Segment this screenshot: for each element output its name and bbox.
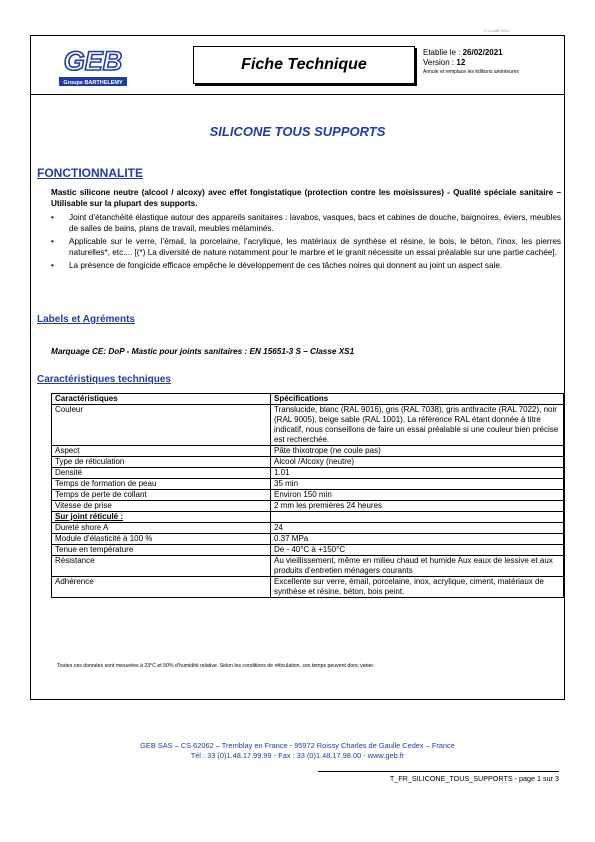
labels-heading: Labels et Agréments	[37, 314, 135, 325]
document-meta	[423, 48, 519, 77]
table-row	[52, 405, 564, 446]
version-label: Version :	[423, 58, 455, 67]
footer-address: GEB SAS – CS 62062 – Tremblay en France - 95972 Roissy Charles de Gaulle Cedex – France	[140, 741, 455, 750]
list-item: • La présence de fongicide efficace empêche le développement de ces tâches noires qui donnent au joint un aspect sale.	[51, 260, 561, 271]
product-title: SILICONE TOUS SUPPORTS	[209, 124, 386, 139]
cell-label: Adhérence	[52, 577, 271, 598]
cell-label: Résistance	[52, 556, 271, 577]
page-reference: T_FR_SILICONE_TOUS_SUPPORTS - page 1 sur 3	[389, 774, 559, 783]
table-row	[52, 479, 564, 490]
supersedes-note: Annule et remplace les éditions antérieures	[423, 69, 519, 75]
cell-label: Densité	[52, 468, 271, 479]
table-row	[52, 577, 564, 598]
table-row	[52, 468, 564, 479]
cell-value: Alcool /Alcoxy (neutre)	[271, 457, 564, 468]
cell-value: 2 mm les premières 24 heures	[271, 501, 564, 512]
doc-type-title: Fiche Technique	[193, 46, 415, 84]
cell-value: 35 min	[271, 479, 564, 490]
table-row	[52, 501, 564, 512]
table-row	[52, 556, 564, 577]
table-row	[52, 490, 564, 501]
cell-label: Dureté shore A	[52, 523, 271, 534]
measurement-note: Toutes ces données sont mesurées à 23°C et 50% d’humidité relative. Selon les conditions de réticulation, ces temps peuvent donc varier.	[57, 663, 375, 669]
ce-marking: Marquage CE: DoP - Mastic pour joints sanitaires : EN 15651-3 S – Classe XS1	[51, 347, 355, 356]
cell-label: Vitesse de prise	[52, 501, 271, 512]
list-item: • Joint d’étanchéité élastique autour des appareils sanitaires : lavabos, vasques, bacs et cabines de douche, baignoires, éviers, meubles de salles de bains, plans de travail, meubles mélaminés.	[51, 212, 561, 234]
logo-subtitle: Groupe BARTHELEMY	[63, 80, 123, 86]
cell-value: Au vieillissement, même en milieu chaud et humide Aux eaux de lessive et aux produits d’entretien ménagers courants	[271, 556, 564, 577]
characteristics-heading: Caractéristiques techniques	[37, 374, 171, 385]
company-footer	[0, 741, 595, 761]
logo-brand: GEB	[63, 46, 123, 76]
table-row	[52, 534, 564, 545]
table-header-row	[52, 394, 564, 405]
table-row	[52, 446, 564, 457]
cell-value: 0.37 MPa	[271, 534, 564, 545]
cell-value: De - 40°C à +150°C	[271, 545, 564, 556]
cell-value: 1.01	[271, 468, 564, 479]
cell-value: Pâte thixotrope (ne coule pas)	[271, 446, 564, 457]
section-label: Sur joint réticulé :	[52, 512, 271, 523]
cell-label: Tenue en température	[52, 545, 271, 556]
copyright-note: © Loctite 2021	[484, 28, 510, 33]
functionality-heading: FONCTIONNALITE	[37, 166, 143, 180]
page-frame	[30, 35, 565, 700]
specs-table	[51, 393, 564, 598]
cell-label: Type de réticulation	[52, 457, 271, 468]
footer-contact: Tél : 33 (0)1.48.17.99.99 - Fax : 33 (0)1.48.17.98.00 - www.geb.fr	[190, 751, 405, 760]
table-section-row	[52, 512, 564, 523]
cell-value: 24	[271, 523, 564, 534]
cell-value: Environ 150 min	[271, 490, 564, 501]
col-header-specification: Spécifications	[271, 394, 564, 405]
cell-label: Temps de formation de peau	[52, 479, 271, 490]
established-date: 26/02/2021	[462, 48, 503, 57]
cell-label: Aspect	[52, 446, 271, 457]
established-label: Etablie le :	[423, 48, 461, 57]
col-header-characteristic: Caractéristiques	[52, 394, 271, 405]
footer-divider	[318, 771, 559, 772]
cell-label: Temps de perte de collant	[52, 490, 271, 501]
table-row	[52, 545, 564, 556]
cell-value: Excellente sur verre, émail, porcelaine, inox, acrylique, ciment, matériaux de synthèse et résine, béton, bois peint.	[271, 577, 564, 598]
table-row	[52, 457, 564, 468]
header-divider	[31, 94, 564, 95]
cell-label: Module d’élasticité à 100 %	[52, 534, 271, 545]
table-row	[52, 523, 564, 534]
list-item: • Applicable sur le verre, l’émail, la porcelaine, l’acrylique, les matériaux de synthèse et résine, le bois, le béton, l’inox, les pierres naturelles*, etc.... [(*) La diversité de nature notamment pour le marbre et le granit nécessite un essai préalable sur une partie cachée].	[51, 236, 561, 258]
geb-logo	[57, 40, 129, 88]
functionality-intro: Mastic silicone neutre (alcool / alcoxy) avec effet fongistatique (protection contre les moisissures) - Qualité spéciale sanitaire – Utilisable sur la plupart des supports.	[51, 188, 561, 208]
version-number: 12	[456, 58, 466, 67]
cell-value: Translucide, blanc (RAL 9016), gris (RAL 7038), gris anthracite (RAL 7022), noir (RAL 9005), beige sable (RAL 1001). La référence RAL étant donnée à titre indicatif, nous conseillons de faire un essai préalable si une couleur bien précise est recherchée.	[271, 405, 564, 446]
functionality-list	[51, 212, 561, 273]
cell-label: Couleur	[52, 405, 271, 446]
